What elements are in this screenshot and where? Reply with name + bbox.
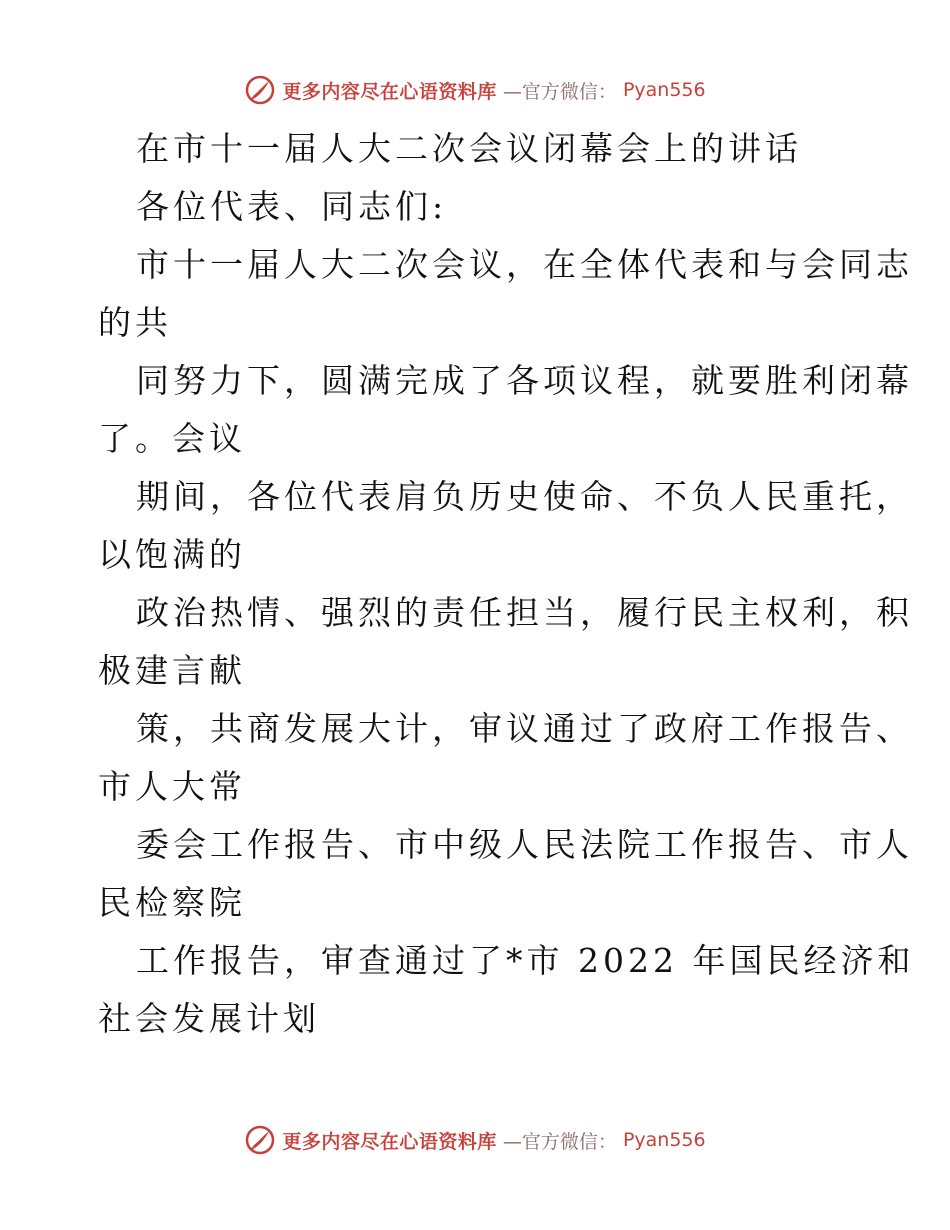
body-line: 工作报告，审查通过了*市 2022 年国民经济和 xyxy=(136,941,915,980)
document-body xyxy=(98,120,915,1048)
banner-wechat-id: Pyan556 xyxy=(622,79,706,101)
footer-banner xyxy=(0,1120,950,1160)
banner-main-text: 更多内容尽在心语资料库 xyxy=(282,1130,497,1153)
body-line: 期间，各位代表肩负历史使命、不负人民重托， xyxy=(136,477,913,516)
salutation: 各位代表、同志们: xyxy=(136,187,448,226)
body-line: 政治热情、强烈的责任担当，履行民主权利，积 xyxy=(136,593,913,632)
header-banner xyxy=(0,70,950,110)
body-line: 民检察院 xyxy=(98,883,246,922)
document-title: 在市十一届人大二次会议闭幕会上的讲话 xyxy=(136,129,802,168)
banner-wechat-id: Pyan556 xyxy=(622,1129,706,1151)
banner-main-text: 更多内容尽在心语资料库 xyxy=(282,80,497,103)
body-line: 市人大常 xyxy=(98,767,246,806)
body-line: 同努力下，圆满完成了各项议程，就要胜利闭幕 xyxy=(136,361,913,400)
body-line: 市十一届人大二次会议，在全体代表和与会同志 xyxy=(136,245,913,284)
banner-sub-text: —官方微信： xyxy=(502,1130,617,1153)
body-line: 委会工作报告、市中级人民法院工作报告、市人 xyxy=(136,825,913,864)
body-line: 了。会议 xyxy=(98,419,246,458)
body-line: 极建言献 xyxy=(98,651,246,690)
body-line: 社会发展计划 xyxy=(98,999,320,1038)
body-line: 以饱满的 xyxy=(98,535,246,574)
body-line: 策，共商发展大计，审议通过了政府工作报告、 xyxy=(136,709,913,748)
quill-logo-icon xyxy=(244,1124,276,1156)
quill-logo-icon xyxy=(244,74,276,106)
banner-sub-text: —官方微信： xyxy=(502,80,617,103)
body-line: 的共 xyxy=(98,303,172,342)
